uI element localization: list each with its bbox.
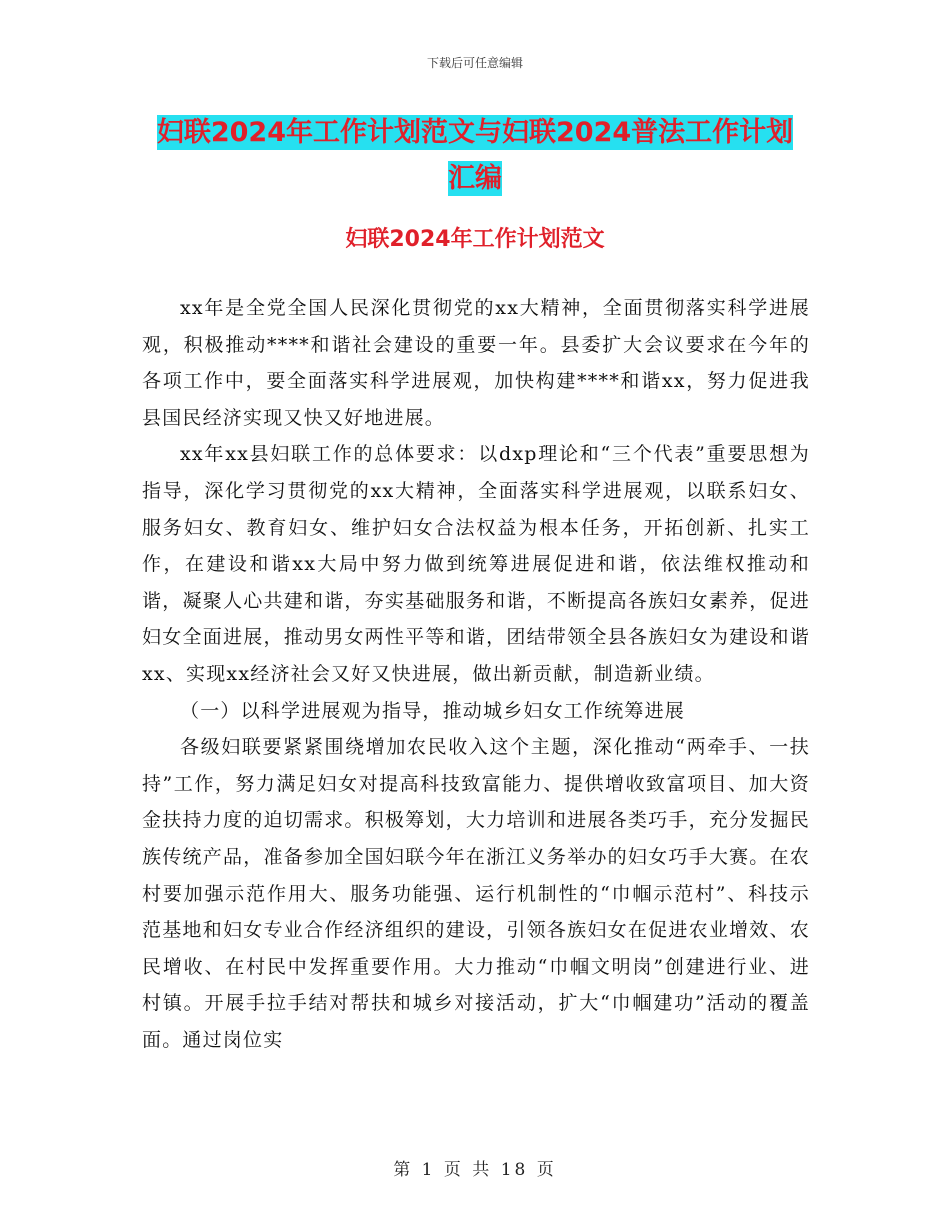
body-text bbox=[142, 290, 810, 1058]
document-title-line-2: 汇编 bbox=[448, 163, 502, 194]
paragraph: xx年是全党全国人民深化贯彻党的xx大精神，全面贯彻落实科学进展观，积极推动****和谐社会建设的重要一年。县委扩大会议要求在今年的各项工作中，要全面落实科学进展观，加快构建****和谐xx，努力促进我县国民经济实现又快又好地进展。 bbox=[142, 297, 810, 429]
section-title: 妇联2024年工作计划范文 bbox=[345, 227, 605, 252]
document-title bbox=[140, 110, 810, 202]
paragraph-heading: （一）以科学进展观为指导，推动城乡妇女工作统筹进展 bbox=[180, 699, 686, 722]
paragraph: xx年xx县妇联工作的总体要求：以dxp理论和“三个代表”重要思想为指导，深化学习贯彻党的xx大精神，全面落实科学进展观，以联系妇女、服务妇女、教育妇女、维护妇女合法权益为根本任务，开拓创新、扎实工作，在建设和谐xx大局中努力做到统筹进展促进和谐，依法维权推动和谐，凝聚人心共建和谐，夯实基础服务和谐，不断提高各族妇女素养，促进妇女全面进展，推动男女两性平等和谐，团结带领全县各族妇女为建设和谐xx、实现xx经济社会又好又快进展，做出新贡献，制造新业绩。 bbox=[142, 443, 810, 685]
header-note: 下载后可任意编辑 bbox=[426, 56, 523, 70]
page-number: 第 1 页 共 18 页 bbox=[393, 1160, 557, 1180]
document-title-line-1: 妇联2024年工作计划范文与妇联2024普法工作计划 bbox=[156, 117, 794, 148]
paragraph: 各级妇联要紧紧围绕增加农民收入这个主题，深化推动“两牵手、一扶持”工作，努力满足妇女对提高科技致富能力、提供增收致富项目、加大资金扶持力度的迫切需求。积极筹划，大力培训和进展各类巧手，充分发掘民族传统产品，准备参加全国妇联今年在浙江义务举办的妇女巧手大赛。在农村要加强示范作用大、服务功能强、运行机制性的“巾帼示范村”、科技示范基地和妇女专业合作经济组织的建设，引领各族妇女在促进农业增效、农民增收、在村民中发挥重要作用。大力推动“巾帼文明岗”创建进行业、进村镇。开展手拉手结对帮扶和城乡对接活动，扩大“巾帼建功”活动的覆盖面。通过岗位实 bbox=[142, 736, 810, 1051]
